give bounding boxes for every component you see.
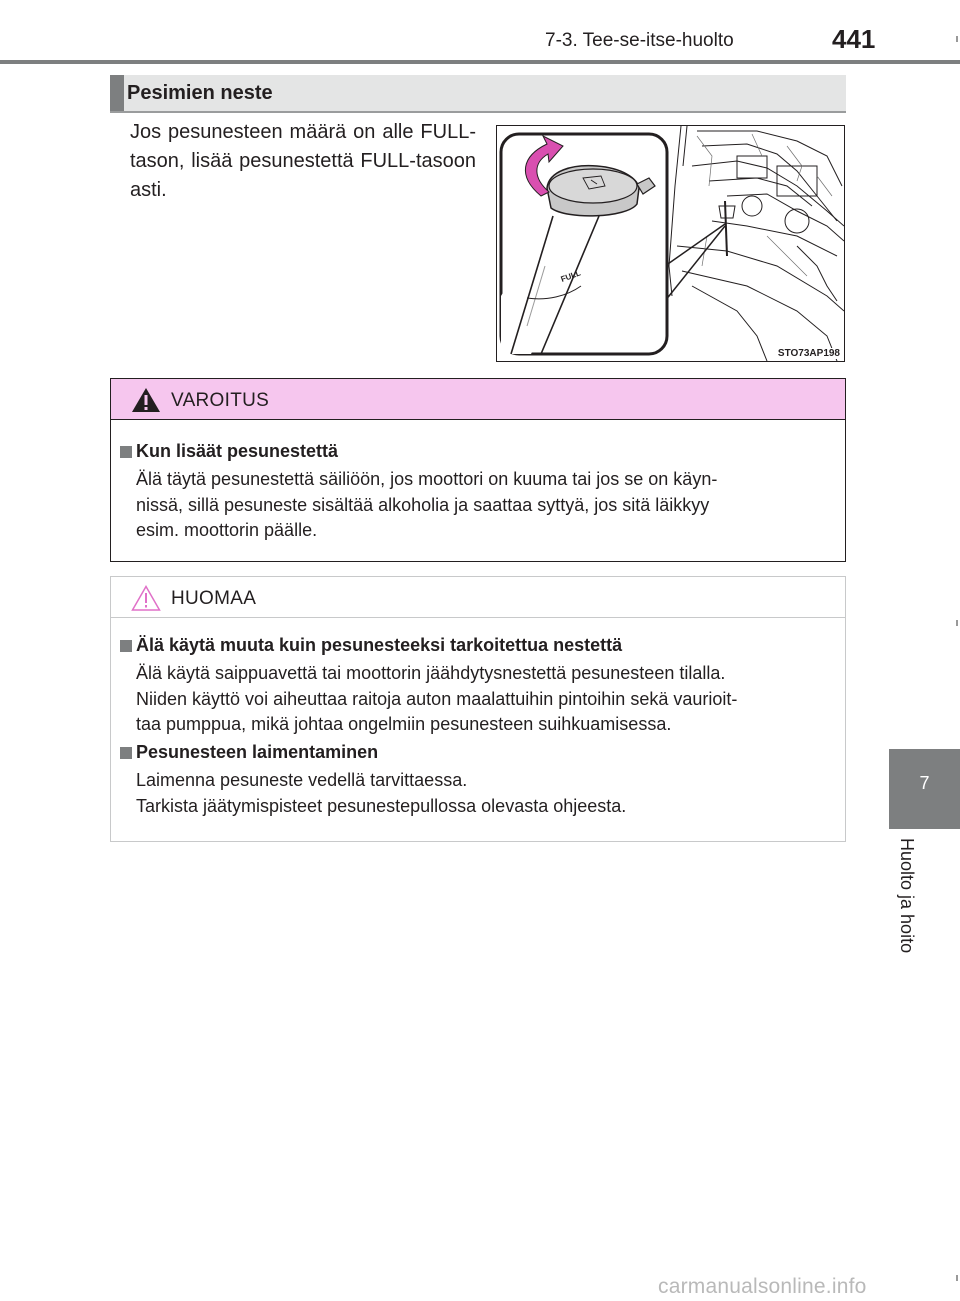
header-divider [0,60,960,64]
watermark: carmanualsonline.info [658,1275,867,1298]
body-line: Älä käytä saippuavettä tai moottorin jäähdytysnestettä pesunesteen tilalla. [136,663,726,683]
section-title: Pesimien neste [127,82,273,104]
running-header-section: 7-3. Tee-se-itse-huolto [545,30,734,51]
notice-title: HUOMAA [171,588,257,609]
body-line: Niiden käyttö voi aiheuttaa raitoja auton maalattuihin pintoihin sekä vaurioit- [136,688,738,709]
warning-triangle-icon [131,387,161,413]
body-line: nissä, sillä pesuneste sisältää alkoholia ja saattaa syttyä, jos sitä läikkyy [136,494,710,515]
notice-box [110,576,846,842]
chapter-title: Huolto ja hoito [897,838,917,954]
intro-paragraph: Jos pesunesteen määrä on alle FULL-tason, lisää pesunestettä FULL-tasoon asti. [130,121,476,201]
page-number: 441 [832,24,876,54]
warning-header [111,379,845,420]
warning-box [110,378,846,562]
notice-header [111,577,845,618]
bullet-square-icon [120,640,132,652]
caution-triangle-icon [131,585,161,611]
notice-item-body [136,768,827,819]
body-line: esim. moottorin päälle. [136,520,318,540]
engine-bay-illustration [497,126,844,361]
section-title-accent [110,75,124,111]
warning-item-body [136,467,827,544]
chapter-tab [889,749,960,829]
full-level-label: FULL [559,268,582,284]
warning-item-heading: Kun lisäät pesunestettä [136,441,339,461]
chapter-number: 7 [919,773,930,793]
crop-mark [956,620,958,626]
crop-mark [956,36,958,42]
body-line: taa pumppua, mikä johtaa ongelmiin pesunesteen suihkuamisessa. [136,714,672,734]
figure-code: STO73AP198 [777,348,840,359]
body-line: Tarkista jäätymispisteet pesunestepullossa olevasta ohjeesta. [136,795,627,816]
section-title-bar [110,75,846,113]
washer-reservoir-figure [496,125,845,362]
bullet-square-icon [120,747,132,759]
body-line: Laimenna pesuneste vedellä tarvittaessa. [136,770,468,790]
warning-title: VAROITUS [171,390,270,411]
notice-item-heading: Pesunesteen laimentaminen [136,742,379,762]
crop-mark [956,1275,958,1281]
notice-item-body [136,661,827,738]
body-line: Älä täytä pesunestettä säiliöön, jos moottori on kuuma tai jos se on käyn- [136,469,718,489]
bullet-square-icon [120,446,132,458]
notice-item-heading: Älä käytä muuta kuin pesunesteeksi tarkoitettua nestettä [136,635,623,655]
